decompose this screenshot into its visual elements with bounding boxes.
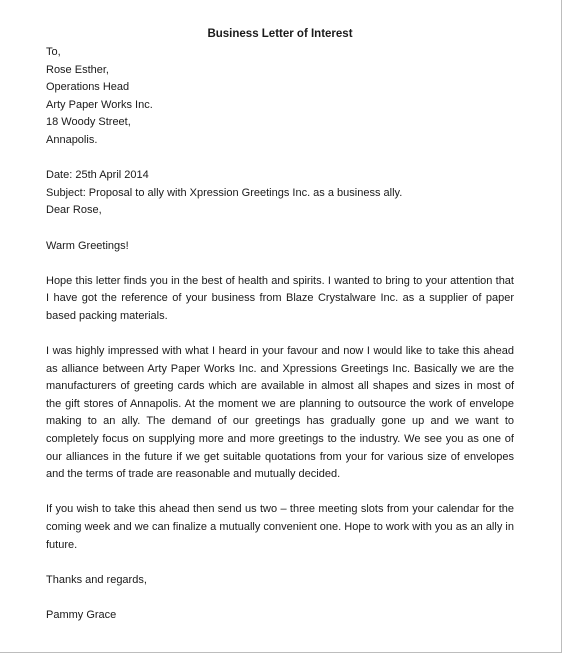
- spacer: [46, 326, 514, 344]
- spacer: [46, 255, 514, 273]
- paragraph-request: If you wish to take this ahead then send us two – three meeting slots from your calendar for the coming week and we can finalize a mutually convenient one. Hope to work with you as an ally in future.: [46, 503, 514, 551]
- letter-closing: Thanks and regards,: [46, 573, 147, 586]
- paragraph-proposal: I was highly impressed with what I heard in your favour and now I would like to take this ahead as alliance between Arty Paper Works Inc. and Xpressions Greetings Inc. Basically we are the manufacturers of greeting cards which are available in almost all shapes and sizes in most of the gift stores of Annapolis. At the moment we are planning to outsource the work of envelope making to an ally. The demand of our greetings has gradually gone up and we want to completely focus on supplying more and more greetings to the industry. We see you as one of our alliances in the future if we get suitable quotations from your for various size of envelopes and the terms of trade are reasonable and mutually decided.: [46, 345, 514, 481]
- letter-salutation: Dear Rose,: [46, 204, 102, 217]
- recipient-block: [46, 44, 514, 150]
- letter-signature: Pammy Grace: [46, 609, 117, 621]
- spacer: [46, 150, 514, 168]
- recipient-to: To,: [46, 46, 61, 58]
- letter-greeting: Warm Greetings!: [46, 239, 129, 252]
- letter-subject: Subject: Proposal to ally with Xpression Greetings Inc. as a business ally.: [46, 186, 403, 199]
- recipient-city: Annapolis.: [46, 133, 98, 146]
- recipient-street: 18 Woody Street,: [46, 116, 131, 129]
- spacer: [46, 589, 514, 607]
- letter-body: [46, 44, 514, 625]
- spacer: [46, 554, 514, 572]
- letter-title: Business Letter of Interest: [207, 28, 353, 40]
- spacer: [46, 220, 514, 238]
- paragraph-intro: Hope this letter finds you in the best of health and spirits. I wanted to bring to your attention that I have got the reference of your business from Blaze Crystalware Inc. as a supplier of paper based packing materials.: [46, 274, 514, 322]
- spacer: [46, 484, 514, 502]
- recipient-position: Operations Head: [46, 81, 130, 94]
- recipient-company: Arty Paper Works Inc.: [46, 98, 153, 111]
- recipient-name: Rose Esther,: [46, 63, 109, 76]
- letter-date: Date: 25th April 2014: [46, 169, 149, 182]
